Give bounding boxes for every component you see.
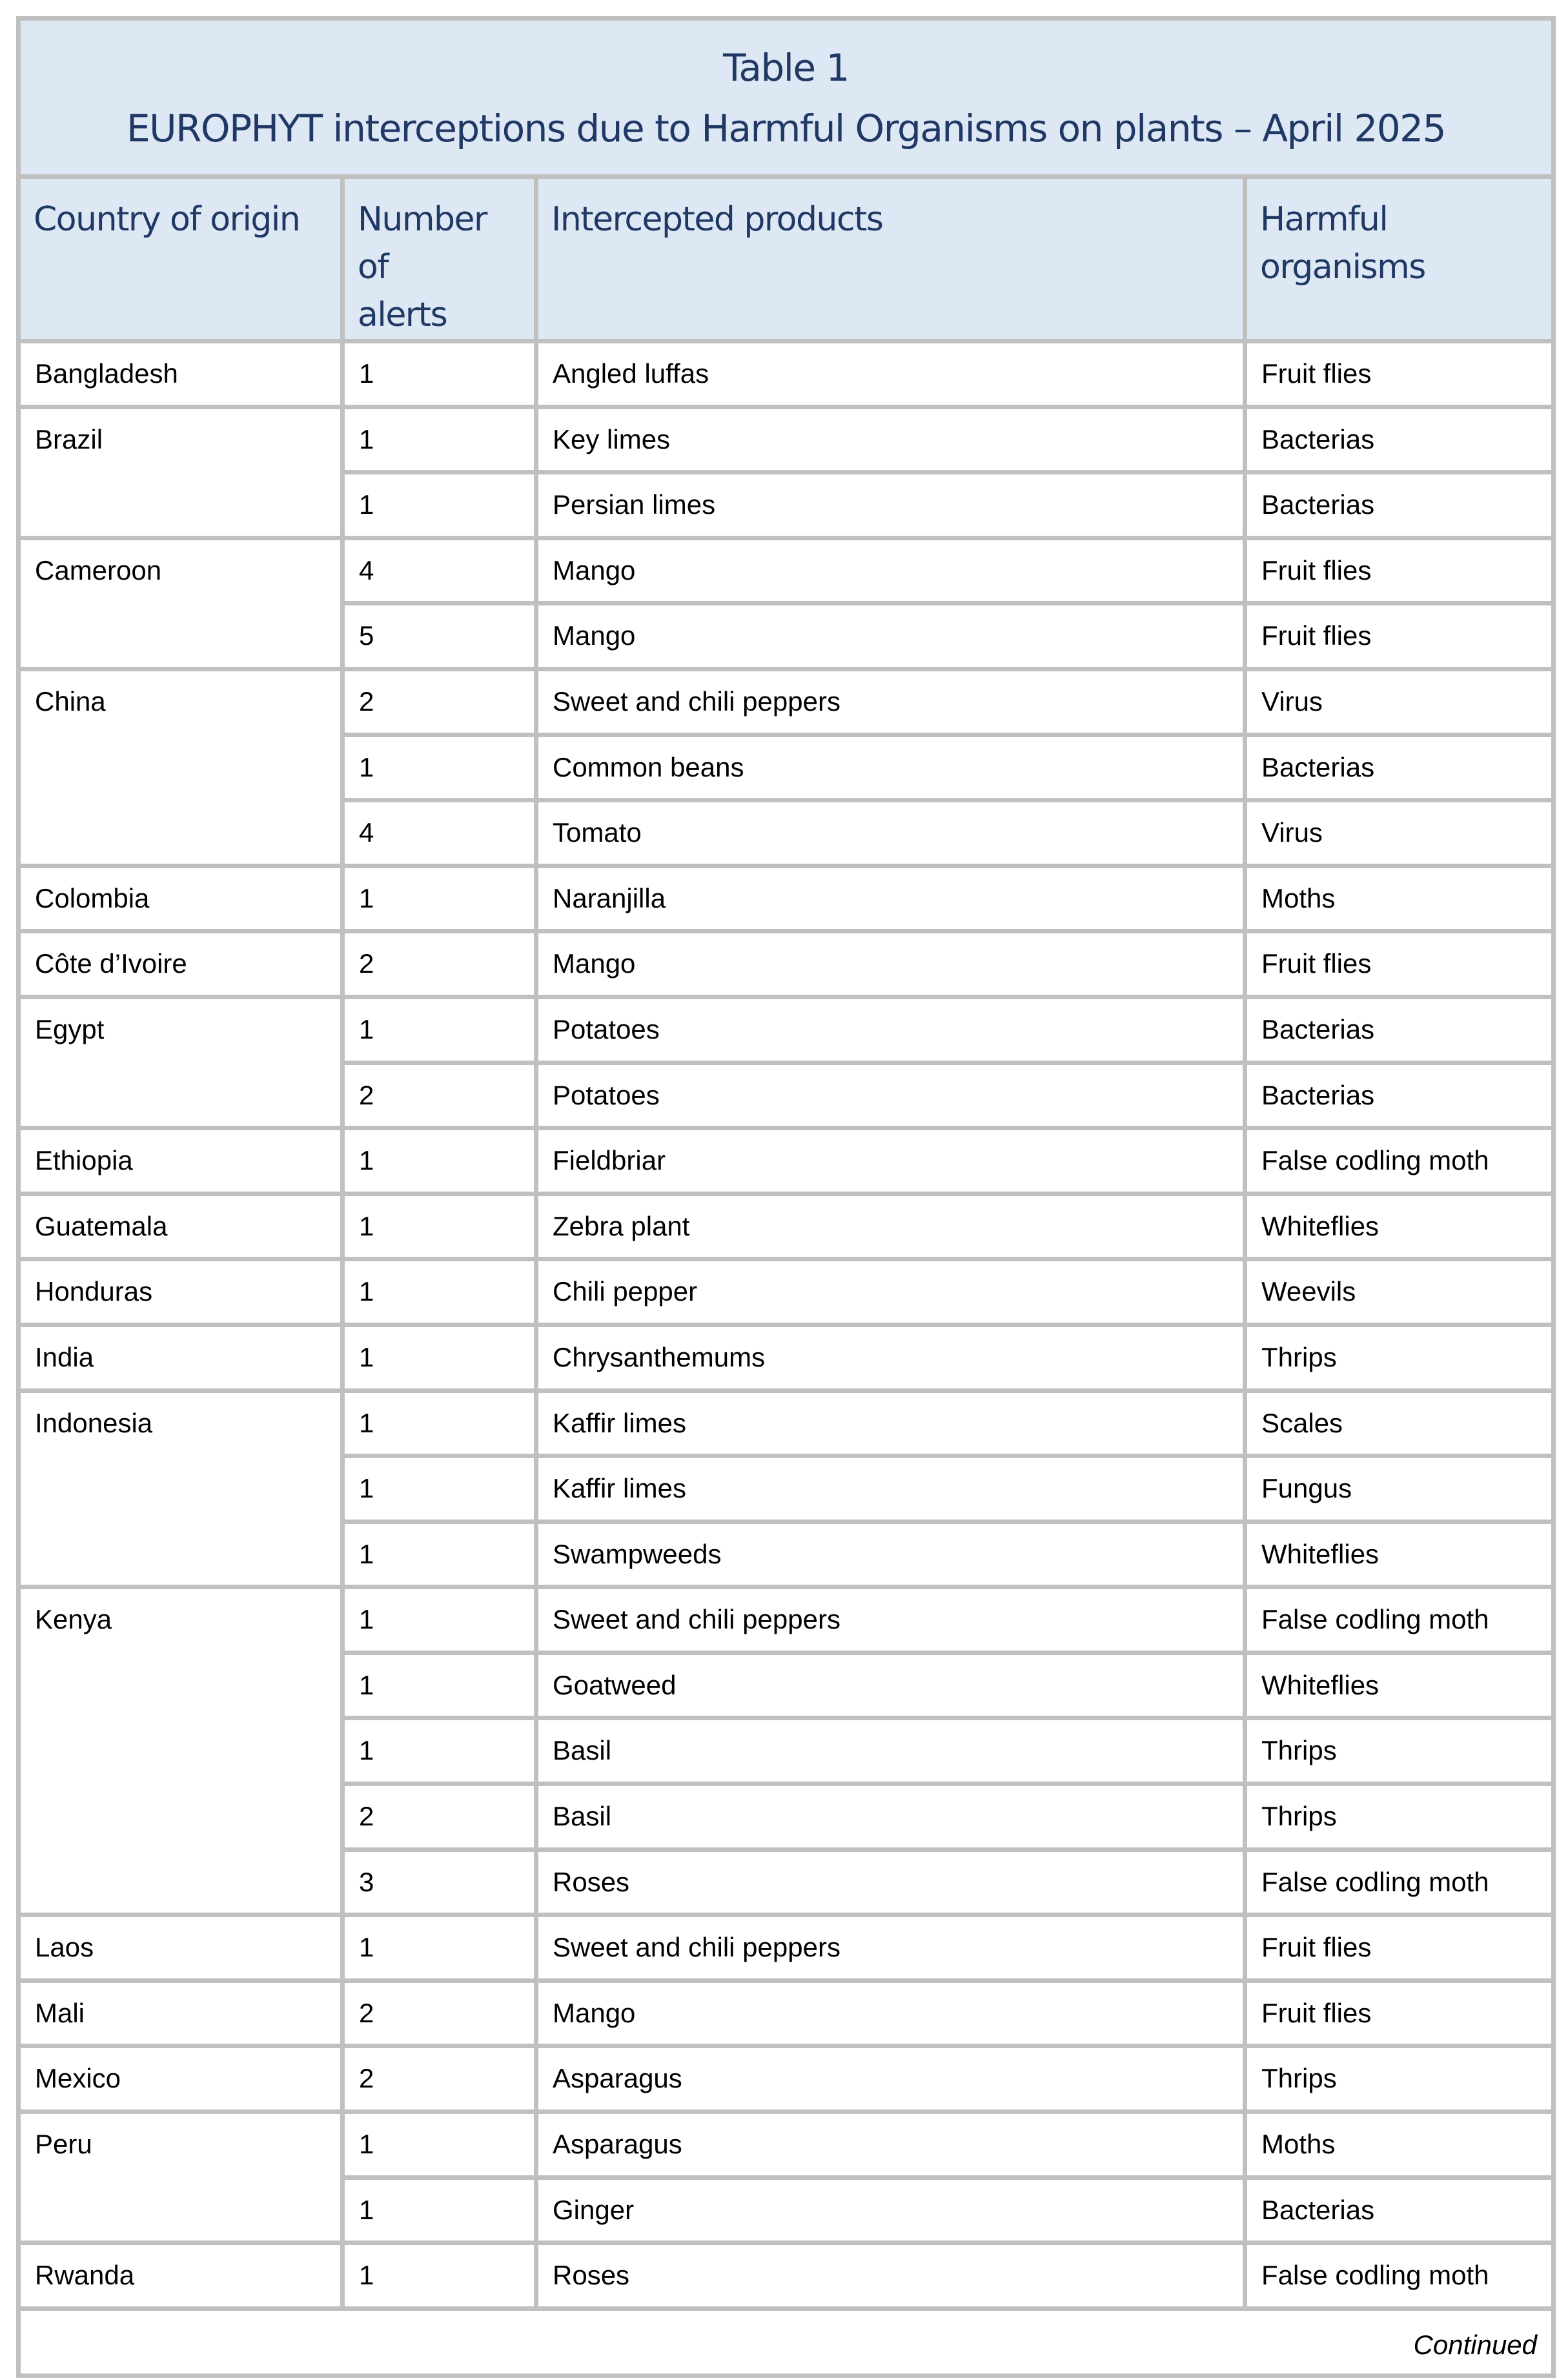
table-row <box>19 931 1554 997</box>
alerts-cell: 4 <box>343 800 536 866</box>
alerts-cell: 1 <box>343 1259 536 1325</box>
organism-cell: Bacterias <box>1245 997 1554 1062</box>
table-row <box>19 866 1554 931</box>
product-cell: Kaffir limes <box>536 1456 1245 1522</box>
organism-cell: Scales <box>1245 1390 1554 1456</box>
product-cell: Mango <box>536 1980 1245 2046</box>
table-row <box>19 1915 1554 1981</box>
header-alerts-label: Number of alerts <box>358 200 487 334</box>
table-row <box>19 407 1554 473</box>
product-cell: Potatoes <box>536 997 1245 1062</box>
table-row <box>19 997 1554 1062</box>
country-cell: China <box>19 669 343 866</box>
table-caption: EUROPHYT interceptions due to Harmful Organisms on plants – April 2025 <box>127 107 1445 150</box>
table-row <box>19 1194 1554 1259</box>
organism-cell: Bacterias <box>1245 1062 1554 1128</box>
product-cell: Chili pepper <box>536 1259 1245 1325</box>
country-cell: India <box>19 1325 343 1390</box>
product-cell: Fieldbriar <box>536 1128 1245 1194</box>
continued-label: Continued <box>19 2308 1554 2375</box>
alerts-cell: 1 <box>343 407 536 473</box>
country-cell: Guatemala <box>19 1194 343 1259</box>
organism-cell: False codling moth <box>1245 1849 1554 1915</box>
product-cell: Asparagus <box>536 2046 1245 2112</box>
country-cell: Cameroon <box>19 538 343 669</box>
alerts-cell: 1 <box>343 735 536 800</box>
organism-cell: Fruit flies <box>1245 1980 1554 2046</box>
organism-cell: Weevils <box>1245 1259 1554 1325</box>
product-cell: Common beans <box>536 735 1245 800</box>
organism-cell: Moths <box>1245 866 1554 931</box>
organism-cell: Thrips <box>1245 1784 1554 1850</box>
country-cell: Colombia <box>19 866 343 931</box>
product-cell: Sweet and chili peppers <box>536 1915 1245 1981</box>
alerts-cell: 1 <box>343 1325 536 1390</box>
product-cell: Sweet and chili peppers <box>536 1587 1245 1653</box>
product-cell: Sweet and chili peppers <box>536 669 1245 735</box>
alerts-cell: 1 <box>343 1521 536 1587</box>
organism-cell: Bacterias <box>1245 2177 1554 2243</box>
alerts-cell: 2 <box>343 1062 536 1128</box>
country-cell: Honduras <box>19 1259 343 1325</box>
alerts-cell: 1 <box>343 1915 536 1981</box>
table-row <box>19 2112 1554 2178</box>
product-cell: Roses <box>536 1849 1245 1915</box>
country-cell: Côte d’Ivoire <box>19 931 343 997</box>
title-row <box>19 19 1554 177</box>
table-row <box>19 669 1554 735</box>
organism-cell: Whiteflies <box>1245 1194 1554 1259</box>
table-row <box>19 1390 1554 1456</box>
table-row <box>19 2046 1554 2112</box>
alerts-cell: 1 <box>343 1652 536 1718</box>
alerts-cell: 5 <box>343 604 536 669</box>
organism-cell: Fruit flies <box>1245 604 1554 669</box>
organism-cell: False codling moth <box>1245 1128 1554 1194</box>
alerts-cell: 2 <box>343 931 536 997</box>
product-cell: Goatweed <box>536 1652 1245 1718</box>
organism-cell: Thrips <box>1245 2046 1554 2112</box>
product-cell: Swampweeds <box>536 1521 1245 1587</box>
product-cell: Angled luffas <box>536 341 1245 407</box>
alerts-cell: 1 <box>343 2177 536 2243</box>
organism-cell: Whiteflies <box>1245 1521 1554 1587</box>
organism-cell: Thrips <box>1245 1325 1554 1390</box>
organism-cell: Fruit flies <box>1245 538 1554 604</box>
country-cell: Peru <box>19 2112 343 2243</box>
product-cell: Key limes <box>536 407 1245 473</box>
alerts-cell: 1 <box>343 2112 536 2178</box>
product-cell: Chrysanthemums <box>536 1325 1245 1390</box>
table-row <box>19 1259 1554 1325</box>
organism-cell: Whiteflies <box>1245 1652 1554 1718</box>
alerts-cell: 1 <box>343 1194 536 1259</box>
organism-cell: Bacterias <box>1245 407 1554 473</box>
organism-cell: Fungus <box>1245 1456 1554 1522</box>
alerts-cell: 1 <box>343 1128 536 1194</box>
table-row <box>19 341 1554 407</box>
product-cell: Mango <box>536 538 1245 604</box>
country-cell: Brazil <box>19 407 343 538</box>
organism-cell: Fruit flies <box>1245 341 1554 407</box>
organism-cell: Moths <box>1245 2112 1554 2178</box>
organism-cell: False codling moth <box>1245 2243 1554 2309</box>
table-body <box>19 341 1554 2309</box>
alerts-cell: 1 <box>343 1587 536 1653</box>
product-cell: Mango <box>536 931 1245 997</box>
continued-row <box>19 2308 1554 2375</box>
alerts-cell: 1 <box>343 2243 536 2309</box>
table-number: Table 1 <box>723 46 849 90</box>
alerts-cell: 1 <box>343 341 536 407</box>
product-cell: Tomato <box>536 800 1245 866</box>
table-row <box>19 1980 1554 2046</box>
organism-cell: Bacterias <box>1245 473 1554 538</box>
alerts-cell: 1 <box>343 473 536 538</box>
alerts-cell: 1 <box>343 866 536 931</box>
organism-cell: Thrips <box>1245 1718 1554 1784</box>
table-title <box>19 19 1554 177</box>
country-cell: Egypt <box>19 997 343 1128</box>
table-row <box>19 538 1554 604</box>
product-cell: Basil <box>536 1784 1245 1850</box>
product-cell: Ginger <box>536 2177 1245 2243</box>
header-country: Country of origin <box>19 177 343 341</box>
country-cell: Ethiopia <box>19 1128 343 1194</box>
country-cell: Mexico <box>19 2046 343 2112</box>
alerts-cell: 2 <box>343 669 536 735</box>
product-cell: Kaffir limes <box>536 1390 1245 1456</box>
table-row <box>19 2243 1554 2309</box>
country-cell: Indonesia <box>19 1390 343 1587</box>
interceptions-table <box>16 16 1556 2378</box>
product-cell: Asparagus <box>536 2112 1245 2178</box>
country-cell: Laos <box>19 1915 343 1981</box>
product-cell: Basil <box>536 1718 1245 1784</box>
table-row <box>19 1128 1554 1194</box>
organism-cell: Fruit flies <box>1245 1915 1554 1981</box>
country-cell: Kenya <box>19 1587 343 1915</box>
organism-cell: False codling moth <box>1245 1587 1554 1653</box>
alerts-cell: 1 <box>343 997 536 1062</box>
organism-cell: Bacterias <box>1245 735 1554 800</box>
country-cell: Rwanda <box>19 2243 343 2309</box>
alerts-cell: 1 <box>343 1718 536 1784</box>
alerts-cell: 1 <box>343 1456 536 1522</box>
product-cell: Naranjilla <box>536 866 1245 931</box>
table-row <box>19 1325 1554 1390</box>
product-cell: Roses <box>536 2243 1245 2309</box>
header-alerts <box>343 177 536 341</box>
header-products: Intercepted products <box>536 177 1245 341</box>
alerts-cell: 4 <box>343 538 536 604</box>
alerts-cell: 3 <box>343 1849 536 1915</box>
organism-cell: Virus <box>1245 800 1554 866</box>
product-cell: Potatoes <box>536 1062 1245 1128</box>
alerts-cell: 2 <box>343 1784 536 1850</box>
product-cell: Zebra plant <box>536 1194 1245 1259</box>
header-organisms <box>1245 177 1554 341</box>
alerts-cell: 2 <box>343 2046 536 2112</box>
product-cell: Mango <box>536 604 1245 669</box>
product-cell: Persian limes <box>536 473 1245 538</box>
table-row <box>19 1587 1554 1653</box>
header-organisms-label: Harmful organisms <box>1260 200 1425 287</box>
column-header-row <box>19 177 1554 341</box>
alerts-cell: 2 <box>343 1980 536 2046</box>
country-cell: Mali <box>19 1980 343 2046</box>
organism-cell: Virus <box>1245 669 1554 735</box>
organism-cell: Fruit flies <box>1245 931 1554 997</box>
alerts-cell: 1 <box>343 1390 536 1456</box>
country-cell: Bangladesh <box>19 341 343 407</box>
